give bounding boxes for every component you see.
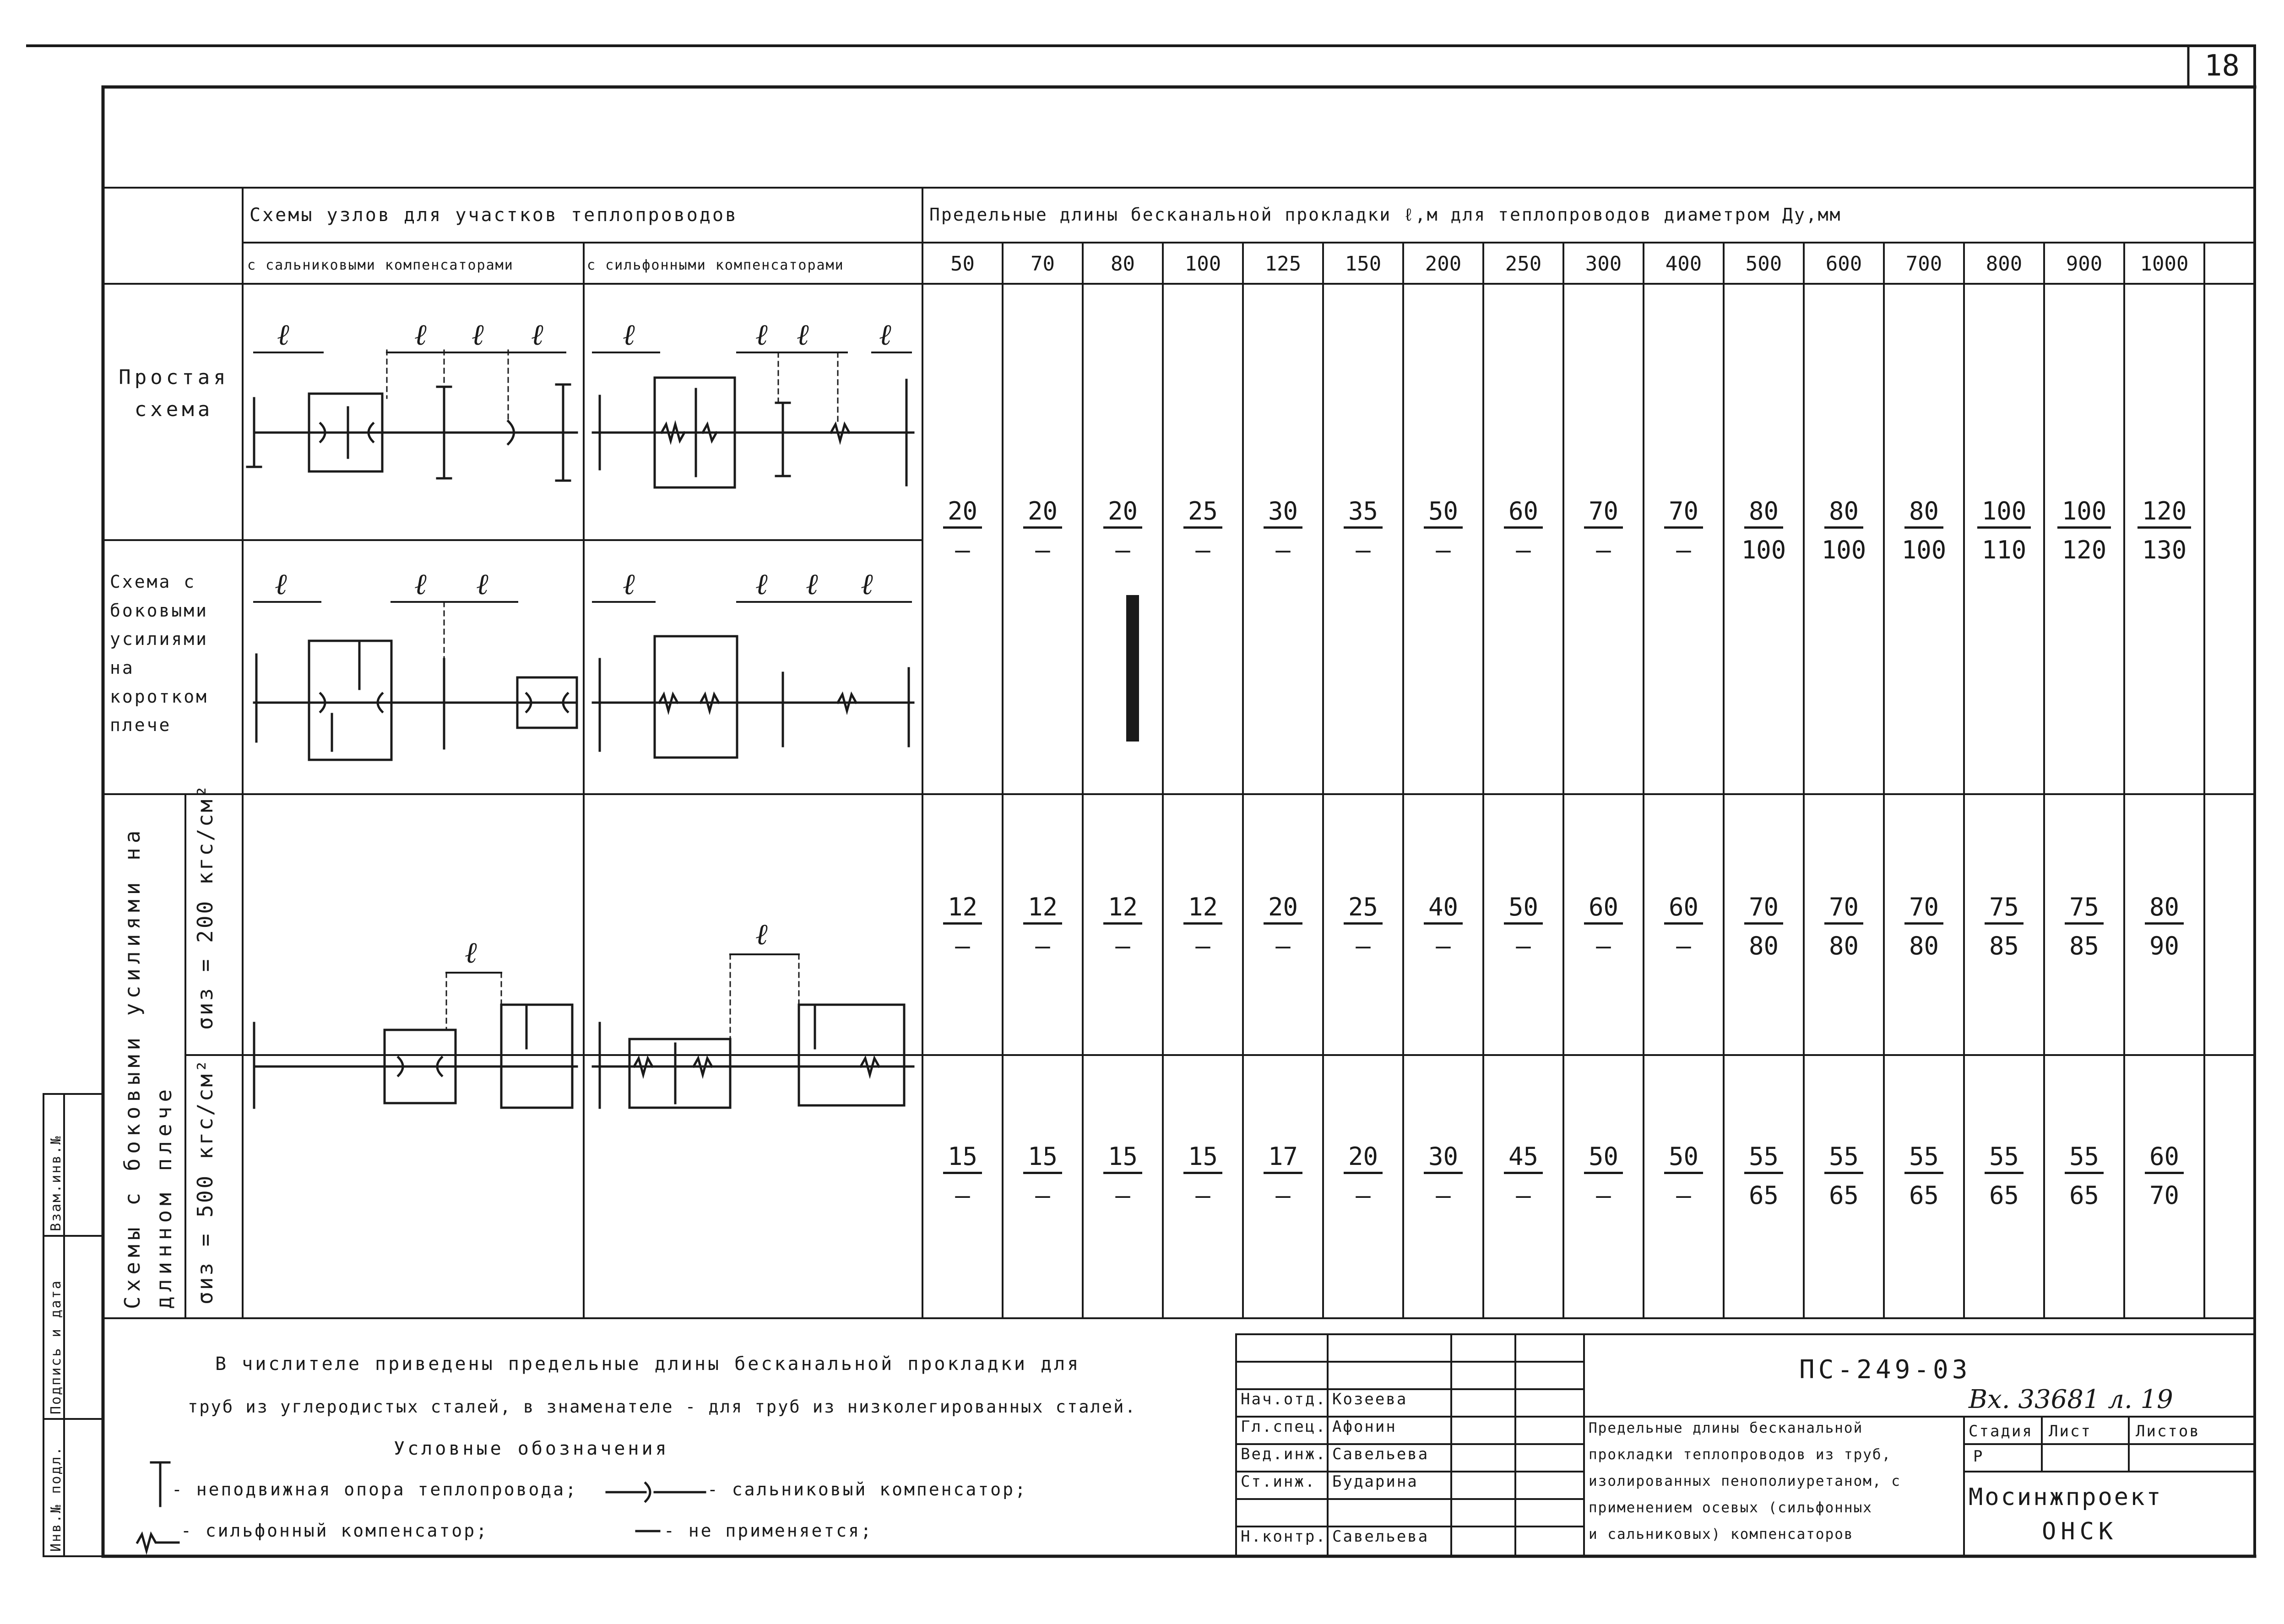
denominator: —: [1275, 931, 1291, 960]
denominator: 70: [2149, 1181, 2180, 1210]
numerator: 55: [2065, 1144, 2104, 1174]
doc-title-line: применением осевых (сильфонных: [1589, 1499, 1872, 1516]
denominator: —: [1436, 536, 1451, 564]
numerator: 20: [943, 499, 982, 529]
denominator: —: [955, 1181, 970, 1210]
numerator: 15: [1183, 1144, 1222, 1174]
stamp-name: Козеева: [1332, 1390, 1408, 1408]
value-cell: [1243, 1144, 1323, 1208]
denominator: 85: [1989, 931, 2019, 960]
numerator: 50: [1424, 499, 1463, 529]
numerator: 35: [1344, 499, 1383, 529]
org-division: ОНСК: [2042, 1518, 2118, 1545]
diameter-300: 300: [1585, 252, 1622, 276]
numerator: 20: [1023, 499, 1062, 529]
denominator: 65: [2069, 1181, 2100, 1210]
row-label-simple: Простая схема: [119, 366, 229, 422]
numerator: 100: [1977, 499, 2031, 529]
dimension-length-label: ℓ: [755, 318, 768, 352]
numerator: 50: [1664, 1144, 1703, 1174]
diameter-400: 400: [1665, 252, 1702, 276]
sheets-label: Листов: [2136, 1422, 2200, 1440]
numerator: 12: [943, 895, 982, 925]
value-cell: [1403, 499, 1483, 563]
value-cell: [1884, 895, 1964, 958]
numerator: 80: [1904, 499, 1943, 529]
denominator: 80: [1909, 931, 1939, 960]
dimension-length-label: ℓ: [623, 568, 635, 601]
numerator: 20: [1344, 1144, 1383, 1174]
denominator: —: [1275, 1181, 1291, 1210]
value-cell: [1083, 895, 1163, 958]
stamp-name: Савельева: [1332, 1527, 1429, 1546]
value-cell: [2124, 1144, 2204, 1208]
denominator: 90: [2149, 931, 2180, 960]
denominator: 80: [1828, 931, 1859, 960]
value-cell: [1163, 1144, 1243, 1208]
numerator: 50: [1504, 895, 1543, 925]
doc-title-line: Предельные длины бесканальной: [1589, 1420, 1863, 1436]
stamp-role: Нач.отд.: [1241, 1390, 1327, 1408]
value-cell: [1644, 895, 1724, 958]
value-cell: [2124, 895, 2204, 958]
dimension-length-label: ℓ: [414, 318, 427, 352]
denominator: 65: [1909, 1181, 1939, 1210]
value-cell: [1804, 499, 1884, 563]
diameter-800: 800: [1986, 252, 2023, 276]
value-cell: [1644, 1144, 1724, 1208]
value-cell: [1483, 895, 1563, 958]
numerator: 20: [1264, 895, 1302, 925]
diameter-700: 700: [1905, 252, 1942, 276]
numerator: 70: [1904, 895, 1943, 925]
diameter-200: 200: [1425, 252, 1462, 276]
numerator: 60: [2145, 1144, 2184, 1174]
numerator: 100: [2057, 499, 2111, 529]
row-label-short-arm: Схема с боковыми усилиями на коротком плече: [110, 572, 209, 736]
sheet-label: Лист: [2049, 1422, 2092, 1440]
legend-bellows: - сильфонный компенсатор;: [181, 1521, 488, 1541]
value-cell: [1243, 499, 1323, 563]
denominator: 80: [1748, 931, 1779, 960]
denominator: 120: [2062, 536, 2107, 564]
value-cell: [1964, 1144, 2044, 1208]
diameter-900: 900: [2066, 252, 2103, 276]
scheme-long-arm-bellows: [593, 954, 913, 1108]
dimension-length-label: ℓ: [861, 568, 873, 601]
denominator: 100: [1741, 536, 1786, 564]
denominator: —: [1275, 536, 1291, 564]
value-cell: [1323, 895, 1403, 958]
denominator: —: [1115, 1181, 1130, 1210]
denominator: —: [1676, 1181, 1691, 1210]
stamp-role: Н.контр.: [1241, 1527, 1327, 1546]
schemes-title: Схемы узлов для участков теплопроводов: [250, 205, 738, 226]
value-cell: [1483, 499, 1563, 563]
denominator: 110: [1981, 536, 2027, 564]
dimension-length-label: ℓ: [476, 568, 488, 601]
denominator: 65: [1989, 1181, 2019, 1210]
value-cell: [2044, 895, 2124, 958]
stamp-name: Афонин: [1332, 1418, 1397, 1436]
value-cell: [1003, 895, 1083, 958]
numerator: 80: [1824, 499, 1863, 529]
dimension-length-label: ℓ: [275, 568, 287, 601]
numerator: 12: [1103, 895, 1142, 925]
numerator: 15: [1103, 1144, 1142, 1174]
value-cell: [1403, 1144, 1483, 1208]
value-cell: [1563, 499, 1644, 563]
scheme-short-arm-gland: [254, 602, 577, 760]
denominator: —: [1356, 1181, 1371, 1210]
margin-sign-date: Подпись и дата: [48, 1279, 64, 1414]
numerator: 20: [1103, 499, 1142, 529]
numerator: 17: [1264, 1144, 1302, 1174]
value-cell: [1163, 499, 1243, 563]
note-line-1: В числителе приведены предельные длины бесканальной прокладки для: [215, 1353, 1081, 1375]
denominator: —: [1516, 931, 1531, 960]
numerator: 12: [1023, 895, 1062, 925]
value-cell: [1083, 499, 1163, 563]
value-cell: [1724, 1144, 1804, 1208]
value-cell: [1243, 895, 1323, 958]
numerator: 55: [1985, 1144, 2024, 1174]
denominator: 100: [1901, 536, 1947, 564]
value-cell: [1964, 499, 2044, 563]
numerator: 70: [1824, 895, 1863, 925]
value-cell: [1323, 499, 1403, 563]
value-cell: [2124, 499, 2204, 563]
value-cell: [1724, 499, 1804, 563]
dimension-length-label: ℓ: [465, 936, 477, 970]
denominator: —: [1195, 536, 1210, 564]
value-cell: [1884, 499, 1964, 563]
denominator: —: [1516, 536, 1531, 564]
diameter-100: 100: [1184, 252, 1221, 276]
sheet-number: 18: [2204, 49, 2240, 83]
org-name: Мосинжпроект: [1969, 1483, 2163, 1511]
denominator: —: [1516, 1181, 1531, 1210]
dimension-length-label: ℓ: [806, 568, 818, 601]
value-cell: [2044, 499, 2124, 563]
value-cell: [1884, 1144, 1964, 1208]
stage-value: Р: [1973, 1447, 1984, 1466]
numerator: 30: [1424, 1144, 1463, 1174]
denominator: —: [1195, 1181, 1210, 1210]
doc-title-line: и сальниковых) компенсаторов: [1589, 1526, 1854, 1543]
note-line-2: труб из углеродистых сталей, в знаменателе - для труб из низколегированных сталей.: [188, 1397, 1137, 1417]
legend-gland: - сальниковый компенсатор;: [707, 1479, 1027, 1499]
numerator: 40: [1424, 895, 1463, 925]
value-cell: [1003, 1144, 1083, 1208]
diameter-500: 500: [1745, 252, 1782, 276]
numerator: 60: [1504, 499, 1543, 529]
stamp-role: Ст.инж.: [1241, 1472, 1316, 1491]
scheme-short-arm-bellows: [593, 602, 913, 758]
value-cell: [1964, 895, 2044, 958]
dimension-length-label: ℓ: [472, 318, 484, 352]
diameter-600: 600: [1825, 252, 1862, 276]
col-bellows-header: с сильфонными компенсаторами: [587, 257, 844, 273]
stamp-name: Бударина: [1332, 1472, 1418, 1491]
scheme-simple-gland: [247, 350, 577, 481]
denominator: —: [955, 931, 970, 960]
denominator: 100: [1821, 536, 1866, 564]
value-cell: [1323, 1144, 1403, 1208]
row-label-long-arm: Схемы с боковыми усилиями на длинном плече: [120, 826, 176, 1309]
denominator: —: [1596, 1181, 1611, 1210]
denominator: —: [1356, 536, 1371, 564]
numerator: 75: [2065, 895, 2104, 925]
denominator: —: [1676, 931, 1691, 960]
legend-fixed-support: - неподвижная опора теплопровода;: [172, 1479, 578, 1499]
dimension-length-label: ℓ: [755, 568, 768, 601]
value-cell: [2044, 1144, 2124, 1208]
numerator: 70: [1584, 499, 1623, 529]
value-cell: [1563, 1144, 1644, 1208]
incoming-ref: Вх. 33681 л. 19: [1969, 1385, 2173, 1414]
value-cell: [922, 895, 1003, 958]
denominator: —: [1115, 931, 1130, 960]
scheme-simple-bellows: [593, 352, 913, 487]
value-cell: [1804, 895, 1884, 958]
value-cell: [1403, 895, 1483, 958]
numerator: 60: [1584, 895, 1623, 925]
denominator: —: [1195, 931, 1210, 960]
margin-replace-inv: Взам.инв.№: [48, 1135, 64, 1231]
dimension-length-label: ℓ: [531, 318, 543, 352]
denominator: —: [1035, 536, 1050, 564]
value-cell: [1163, 895, 1243, 958]
numerator: 70: [1744, 895, 1783, 925]
numerator: 25: [1344, 895, 1383, 925]
numerator: 25: [1183, 499, 1222, 529]
stamp-name: Савельева: [1332, 1445, 1429, 1463]
denominator: —: [1436, 931, 1451, 960]
numerator: 55: [1744, 1144, 1783, 1174]
denominator: —: [1035, 931, 1050, 960]
numerator: 120: [2138, 499, 2192, 529]
numerator: 30: [1264, 499, 1302, 529]
dimension-length-label: ℓ: [414, 568, 427, 601]
lengths-title: Предельные длины бесканальной прокладки ℓ,м для теплопроводов диаметром Ду,мм: [929, 205, 1842, 225]
denominator: —: [955, 536, 970, 564]
numerator: 45: [1504, 1144, 1543, 1174]
row-label-sigma-500: σиз = 500 кгс/см²: [193, 1058, 217, 1305]
doc-code: ПС-249-03: [1799, 1355, 1971, 1385]
value-cell: [1644, 499, 1724, 563]
doc-title-line: изолированных пенополиуретаном, с: [1589, 1473, 1901, 1489]
numerator: 80: [1744, 499, 1783, 529]
denominator: —: [1115, 536, 1130, 564]
value-cell: [1724, 895, 1804, 958]
diameter-1000: 1000: [2140, 252, 2189, 276]
row-label-sigma-200: σиз = 200 кгс/см²: [193, 783, 217, 1030]
numerator: 15: [1023, 1144, 1062, 1174]
denominator: —: [1356, 931, 1371, 960]
scheme-long-arm-gland: [254, 973, 577, 1108]
value-cell: [1563, 895, 1644, 958]
stamp-role: Вед.инж.: [1241, 1445, 1327, 1463]
dimension-length-label: ℓ: [797, 318, 809, 352]
doc-title-line: прокладки теплопроводов из труб,: [1589, 1446, 1892, 1463]
diameter-250: 250: [1505, 252, 1542, 276]
denominator: 85: [2069, 931, 2100, 960]
value-cell: [1003, 499, 1083, 563]
dimension-length-label: ℓ: [755, 918, 768, 952]
numerator: 15: [943, 1144, 982, 1174]
value-cell: [922, 499, 1003, 563]
value-cell: [1804, 1144, 1884, 1208]
margin-inv-orig: Инв.№ подл.: [48, 1445, 64, 1552]
legend-dash: - не применяется;: [664, 1521, 873, 1541]
numerator: 12: [1183, 895, 1222, 925]
value-cell: [1083, 1144, 1163, 1208]
diameter-80: 80: [1111, 252, 1135, 276]
denominator: —: [1596, 536, 1611, 564]
dimension-length-label: ℓ: [277, 318, 289, 352]
stamp-role: Гл.спец.: [1241, 1418, 1327, 1436]
value-cell: [1483, 1144, 1563, 1208]
stage-label: Стадия: [1969, 1422, 2033, 1440]
numerator: 55: [1824, 1144, 1863, 1174]
numerator: 75: [1985, 895, 2024, 925]
dimension-length-label: ℓ: [623, 318, 635, 352]
diameter-50: 50: [950, 252, 975, 276]
numerator: 60: [1664, 895, 1703, 925]
denominator: —: [1596, 931, 1611, 960]
denominator: —: [1436, 1181, 1451, 1210]
numerator: 55: [1904, 1144, 1943, 1174]
diameter-125: 125: [1264, 252, 1302, 276]
denominator: 65: [1828, 1181, 1859, 1210]
diameter-150: 150: [1345, 252, 1382, 276]
denominator: 130: [2142, 536, 2187, 564]
denominator: —: [1676, 536, 1691, 564]
col-glands-header: с сальниковыми компенсаторами: [247, 257, 514, 273]
numerator: 70: [1664, 499, 1703, 529]
denominator: —: [1035, 1181, 1050, 1210]
diameter-70: 70: [1031, 252, 1055, 276]
value-cell: [922, 1144, 1003, 1208]
denominator: 65: [1748, 1181, 1779, 1210]
numerator: 50: [1584, 1144, 1623, 1174]
legend-title: Условные обозначения: [394, 1438, 669, 1459]
numerator: 80: [2145, 895, 2184, 925]
dimension-length-label: ℓ: [879, 318, 891, 352]
